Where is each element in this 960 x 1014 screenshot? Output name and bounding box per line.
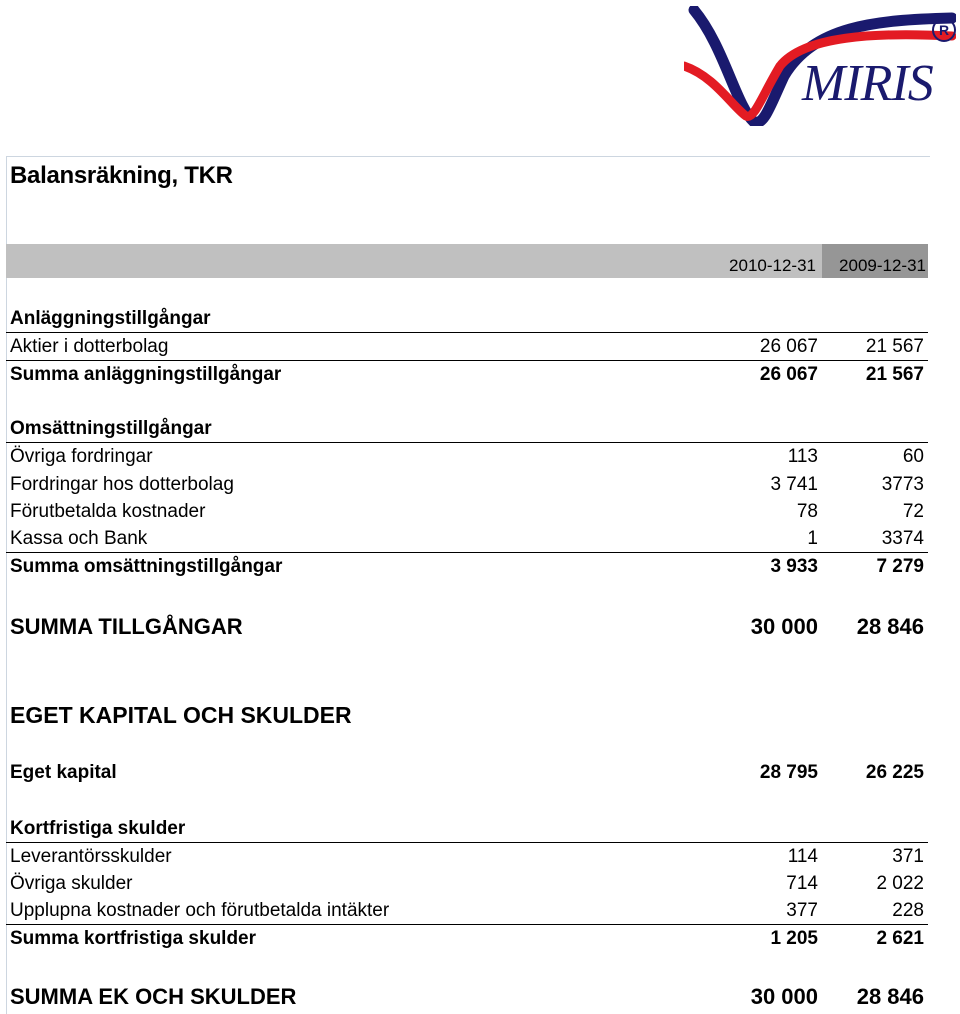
equity-liabilities-title: EGET KAPITAL OCH SKULDER	[10, 702, 352, 728]
rule	[6, 842, 928, 843]
table-row: Upplupna kostnader och förutbetalda intäkter 377 228	[10, 900, 924, 921]
current-assets-total-row: Summa omsättningstillgångar 3 933 7 279	[10, 556, 924, 577]
table-row: Leverantörsskulder 114 371	[10, 846, 924, 867]
fixed-assets-heading: Anläggningstillgångar	[10, 308, 211, 329]
date-column-2010: 2010-12-31	[729, 256, 816, 275]
total-assets-row: SUMMA TILLGÅNGAR 30 000 28 846	[10, 614, 924, 639]
sheet-top-border	[6, 156, 930, 157]
table-row: Aktier i dotterbolag 26 067 21 567	[10, 336, 924, 357]
fixed-assets-total-row: Summa anläggningstillgångar 26 067 21 567	[10, 364, 924, 385]
total-equity-liabilities-row: SUMMA EK OCH SKULDER 30 000 28 846	[10, 984, 924, 1009]
table-row: Övriga fordringar 113 60	[10, 446, 924, 467]
logo-wordmark: MIRIS	[802, 55, 933, 112]
table-row: Kassa och Bank 1 3374	[10, 528, 924, 549]
rule	[6, 924, 928, 925]
table-row: Övriga skulder 714 2 022	[10, 873, 924, 894]
rule	[6, 552, 928, 553]
table-row: Fordringar hos dotterbolag 3 741 3773	[10, 474, 924, 495]
registered-mark: R	[932, 18, 956, 42]
date-column-2009: 2009-12-31	[839, 256, 926, 275]
rule	[6, 332, 928, 333]
equity-row: Eget kapital 28 795 26 225	[10, 762, 924, 783]
short-liabilities-total-row: Summa kortfristiga skulder 1 205 2 621	[10, 928, 924, 949]
report-title: Balansräkning, TKR	[10, 162, 233, 189]
short-liabilities-heading: Kortfristiga skulder	[10, 818, 186, 839]
rule	[6, 360, 928, 361]
current-assets-heading: Omsättningstillgångar	[10, 418, 212, 439]
balance-sheet	[6, 156, 930, 1014]
rule	[6, 442, 928, 443]
table-row: Förutbetalda kostnader 78 72	[10, 501, 924, 522]
